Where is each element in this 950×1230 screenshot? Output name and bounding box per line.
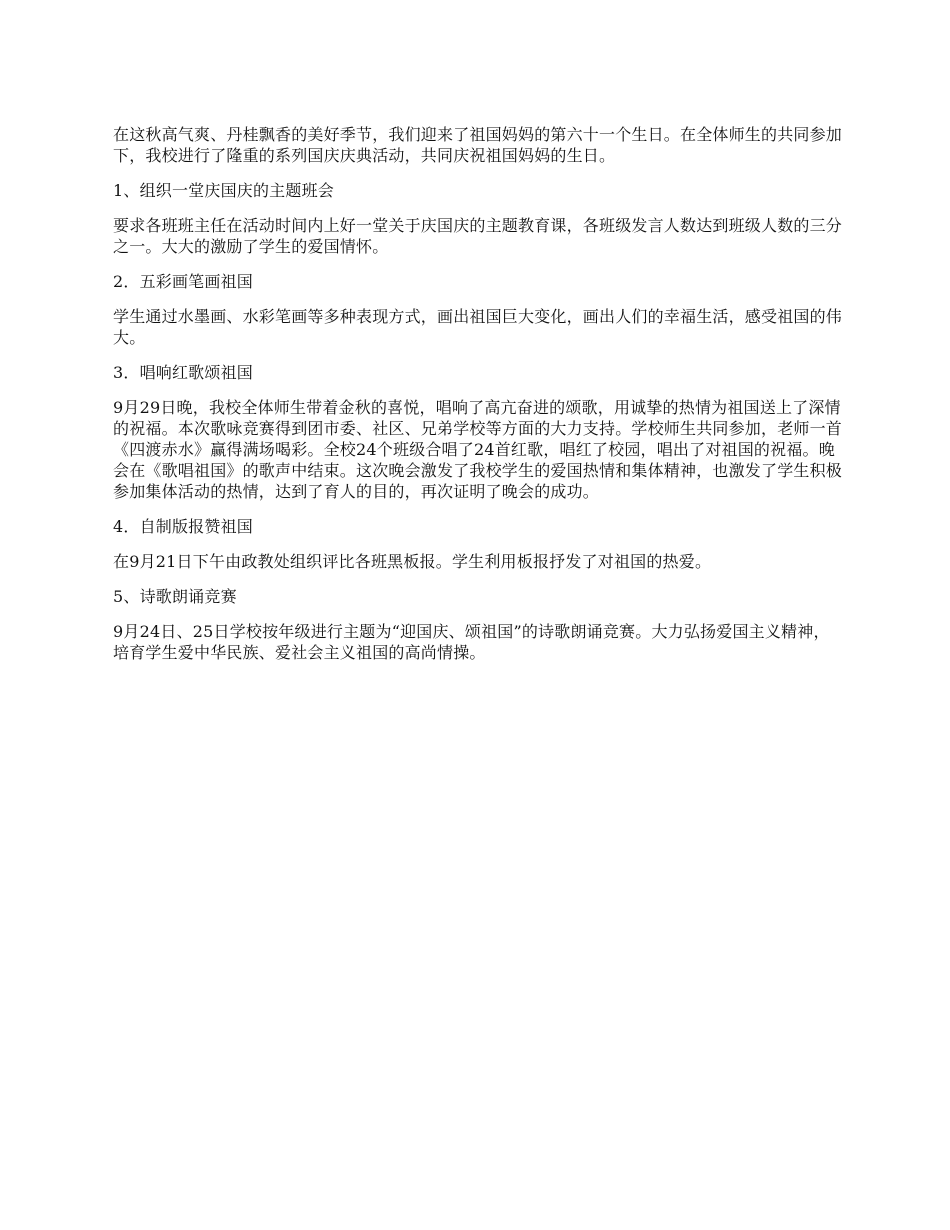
section-heading-2: 2．五彩画笔画祖国 <box>113 272 253 291</box>
section-heading-1: 1、组织一堂庆国庆的主题班会 <box>113 181 334 200</box>
section-paragraph-2: 学生通过水墨画、水彩笔画等多种表现方式，画出祖国巨大变化，画出人们的幸福生活，感受祖国的伟大。 <box>113 307 843 347</box>
section-paragraph-1: 要求各班班主任在活动时间内上好一堂关于庆国庆的主题教育课，各班级发言人数达到班级人数的三分之一。大大的激励了学生的爱国情怀。 <box>113 216 843 256</box>
document-body <box>113 124 843 677</box>
intro-paragraph: 在这秋高气爽、丹桂飘香的美好季节，我们迎来了祖国妈妈的第六十一个生日。在全体师生的共同参加下，我校进行了隆重的系列国庆庆典活动，共同庆祝祖国妈妈的生日。 <box>113 125 843 165</box>
section-paragraph-5: 9月24日、25日学校按年级进行主题为“迎国庆、颂祖国”的诗歌朗诵竞赛。大力弘扬爱国主义精神，培育学生爱中华民族、爱社会主义祖国的高尚情操。 <box>113 622 830 662</box>
section-paragraph-4: 在9月21日下午由政教处组织评比各班黑板报。学生利用板报抒发了对祖国的热爱。 <box>113 552 712 571</box>
section-heading-4: 4．自制版报赞祖国 <box>113 517 253 536</box>
section-heading-5: 5、诗歌朗诵竞赛 <box>113 587 237 606</box>
section-heading-3: 3．唱响红歌颂祖国 <box>113 363 253 382</box>
section-paragraph-3: 9月29日晚，我校全体师生带着金秋的喜悦，唱响了高亢奋进的颂歌，用诚挚的热情为祖国送上了深情的祝福。本次歌咏竞赛得到团市委、社区、兄弟学校等方面的大力支持。学校师生共同参加，老师一首《四渡赤水》赢得满场喝彩。全校24个班级合唱了24首红歌，唱红了校园，唱出了对祖国的祝福。晚会在《歌唱祖国》的歌声中结束。这次晚会激发了我校学生的爱国热情和集体精神，也激发了学生积极参加集体活动的热情，达到了育人的目的，再次证明了晚会的成功。 <box>113 398 843 501</box>
